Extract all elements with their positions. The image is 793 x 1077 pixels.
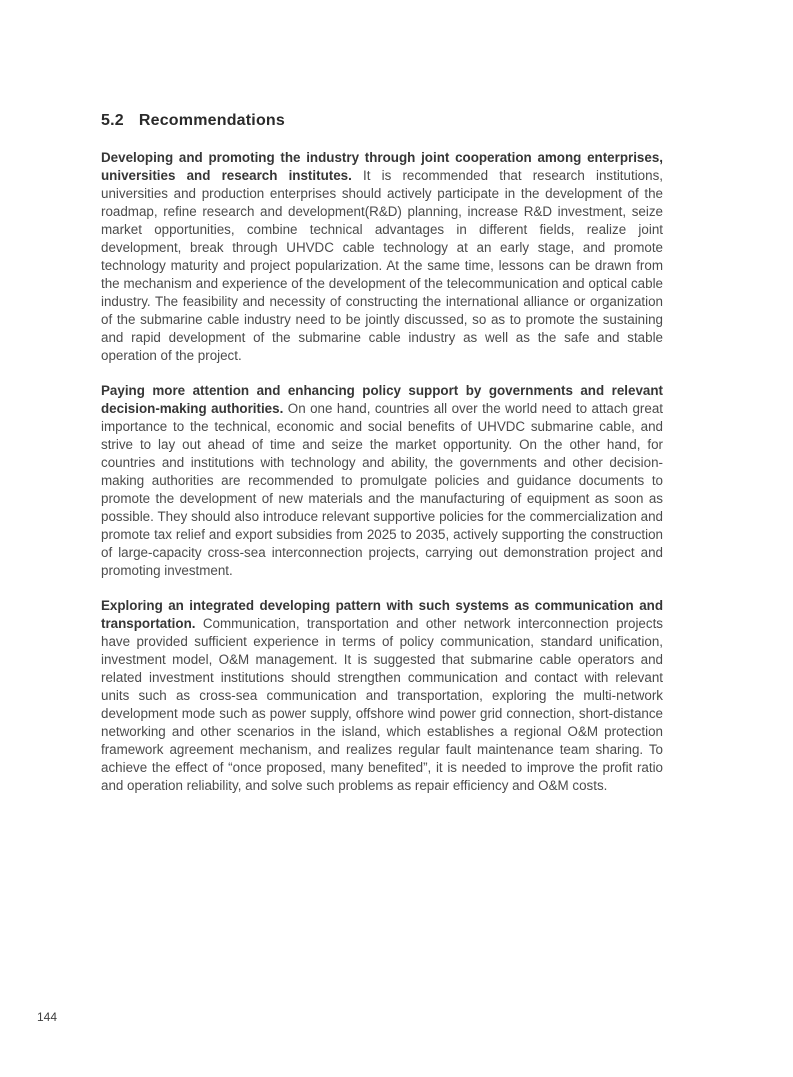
- paragraph-body: It is recommended that research institutions, universities and production enterprises should actively participate in the development of the roadmap, refine research and development(R&D) planning, increase R&D investment, seize market opportunities, combine technical advantages in different fields, realize joint development, break through UHVDC cable technology at an early stage, and promote technology maturity and project popularization. At the same time, lessons can be drawn from the mechanism and experience of the development of the telecommunication and optical cable industry. The feasibility and necessity of constructing the international alliance or organization of the submarine cable industry need to be jointly discussed, so as to promote the sustaining and rapid development of the submarine cable industry as well as the safe and stable operation of the project.: [101, 168, 663, 363]
- paragraph-lead: Developing and promoting the industry through joint cooperation among enterprises, universities and research institutes.: [101, 150, 663, 183]
- section-number: 5.2: [101, 112, 124, 129]
- paragraph-body: On one hand, countries all over the world need to attach great importance to the technical, economic and social benefits of UHVDC submarine cable, and strive to lay out ahead of time and seize the market opportunity. On the other hand, for countries and institutions with technology and ability, the governments and other decision-making authorities are recommended to promulgate policies and guidance documents to promote the development of new materials and the manufacturing of equipment as soon as possible. They should also introduce relevant supportive policies for the commercialization and promote tax relief and export subsidies from 2025 to 2035, actively supporting the construction of large-capacity cross-sea interconnection projects, carrying out demonstration project and promoting investment.: [101, 401, 663, 578]
- paragraph: [101, 149, 663, 365]
- section-title: Recommendations: [138, 112, 285, 129]
- page-number: 144: [37, 1010, 58, 1024]
- paragraph-lead: Exploring an integrated developing pattern with such systems as communication and transportation.: [101, 598, 663, 631]
- paragraph: [101, 382, 663, 580]
- section-heading: [101, 113, 663, 129]
- paragraph-lead: Paying more attention and enhancing policy support by governments and relevant decision-making authorities.: [101, 383, 663, 416]
- paragraph: [101, 597, 663, 795]
- paragraph-body: Communication, transportation and other network interconnection projects have provided sufficient experience in terms of policy communication, standard unification, investment model, O&M management. It is suggested that submarine cable operators and related investment institutions should strengthen communication and contact with relevant units such as cross-sea communication and transportation, exploring the multi-network development mode such as power supply, offshore wind power grid connection, short-distance networking and other scenarios in the island, which establishes a regional O&M protection framework agreement mechanism, and realizes regular fault maintenance team sharing. To achieve the effect of “once proposed, many benefited”, it is needed to improve the profit ratio and operation reliability, and solve such problems as repair efficiency and O&M costs.: [101, 616, 663, 793]
- page-content: [101, 113, 663, 812]
